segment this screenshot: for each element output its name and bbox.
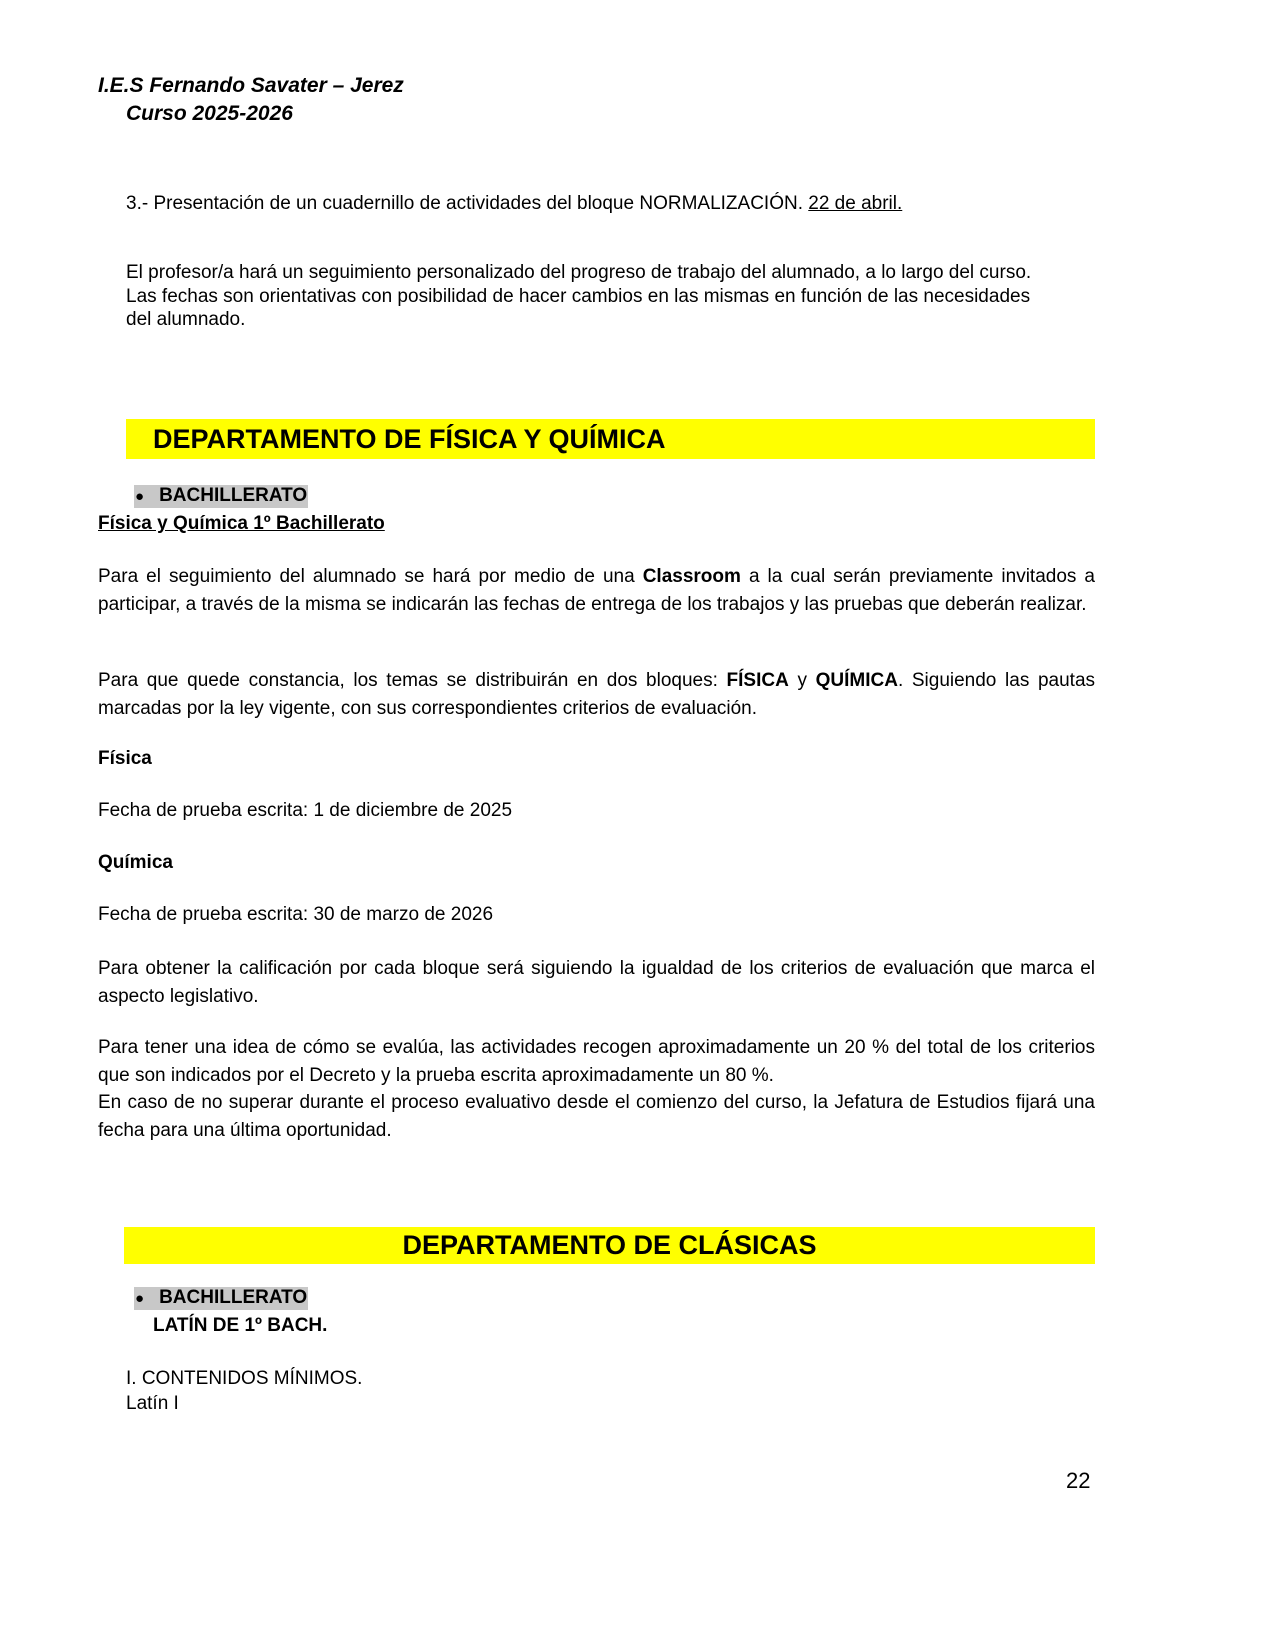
- intro-item-3-date: 22 de abril.: [808, 193, 903, 214]
- course-header: Curso 2025-2026: [126, 102, 293, 125]
- fq-p2-bold-fisica: FÍSICA: [726, 670, 789, 691]
- fq-quimica-date: Fecha de prueba escrita: 30 de marzo de 2026: [98, 904, 494, 925]
- fq-level-bullet-highlight: [134, 485, 308, 508]
- bullet-icon: ●: [135, 1290, 145, 1307]
- fq-department-banner: [126, 419, 1095, 459]
- fq-p1-text: Para el seguimiento del alumnado se hará por medio de una: [98, 566, 643, 587]
- intro-note: [126, 261, 1031, 332]
- clasicas-department-title: DEPARTAMENTO DE CLÁSICAS: [402, 1230, 817, 1260]
- fq-level-label: BACHILLERATO: [159, 485, 308, 506]
- clasicas-contents-sub: Latín I: [126, 1393, 179, 1414]
- school-header: I.E.S Fernando Savater – Jerez: [98, 74, 404, 97]
- intro-note-line: El profesor/a hará un seguimiento personalizado del progreso de trabajo del alumnado, a lo largo del curso.: [126, 262, 1032, 283]
- fq-department-title: DEPARTAMENTO DE FÍSICA Y QUÍMICA: [153, 424, 666, 454]
- fq-paragraph-calificacion: Para obtener la calificación por cada bloque será siguiendo la igualdad de los criterios de evaluación que marca el aspecto legislativo.: [98, 958, 1095, 1007]
- fq-subject-title: Física y Química 1º Bachillerato: [98, 513, 385, 534]
- clasicas-department-banner: [124, 1227, 1095, 1264]
- fq-paragraph-bloques: [98, 667, 1095, 722]
- fq-quimica-title: Química: [98, 852, 173, 873]
- fq-fisica-date: Fecha de prueba escrita: 1 de diciembre de 2025: [98, 800, 513, 821]
- clasicas-level-bullet: [134, 1287, 308, 1310]
- fq-p5-text: En caso de no superar durante el proceso evaluativo desde el comienzo del curso, la Jefatura de Estudios fijará una fecha para una última oportunidad.: [98, 1092, 1095, 1141]
- fq-fisica-title: Física: [98, 748, 152, 769]
- fq-p2-text: Para que quede constancia, los temas se distribuirán en dos bloques:: [98, 670, 727, 691]
- clasicas-level-bullet-highlight: [134, 1287, 308, 1310]
- fq-paragraph-classroom: [98, 563, 1095, 618]
- fq-p2-bold-quimica: QUÍMICA: [815, 670, 898, 691]
- fq-p1-text-end: a la cual serán previamente invitados a participar, a través de la misma se indicarán las fechas de entrega de los trabajos y las pruebas que deberán realizar.: [98, 566, 1095, 615]
- fq-p4-text: Para tener una idea de cómo se evalúa, las actividades recogen aproximadamente un 20 % del total de los criterios que son indicados por el Decreto y la prueba escrita aproximadamente un 80 %.: [98, 1037, 1095, 1086]
- intro-note-line: Las fechas son orientativas con posibilidad de hacer cambios en las mismas en función de las necesidades: [126, 285, 1031, 307]
- clasicas-contents-title: I. CONTENIDOS MÍNIMOS.: [126, 1368, 363, 1389]
- fq-level-bullet: [134, 485, 308, 508]
- bullet-icon: ●: [135, 488, 145, 505]
- clasicas-subject-title: LATÍN DE 1º BACH.: [153, 1315, 328, 1336]
- fq-paragraph-evaluacion: [98, 1034, 1095, 1144]
- fq-p2-text-end: . Siguiendo las pautas marcadas por la ley vigente, con sus correspondientes criterios de evaluación.: [98, 670, 1096, 719]
- intro-item-3: [126, 193, 902, 215]
- clasicas-contents: [126, 1366, 362, 1416]
- intro-item-3-text: 3.- Presentación de un cuadernillo de actividades del bloque NORMALIZACIÓN.: [126, 193, 803, 214]
- clasicas-level-label: BACHILLERATO: [159, 1287, 308, 1308]
- fq-p1-bold: Classroom: [642, 566, 741, 587]
- intro-note-line: del alumnado.: [126, 309, 246, 330]
- page-number: 22: [1066, 1468, 1091, 1493]
- fq-p2-mid: y: [788, 670, 816, 691]
